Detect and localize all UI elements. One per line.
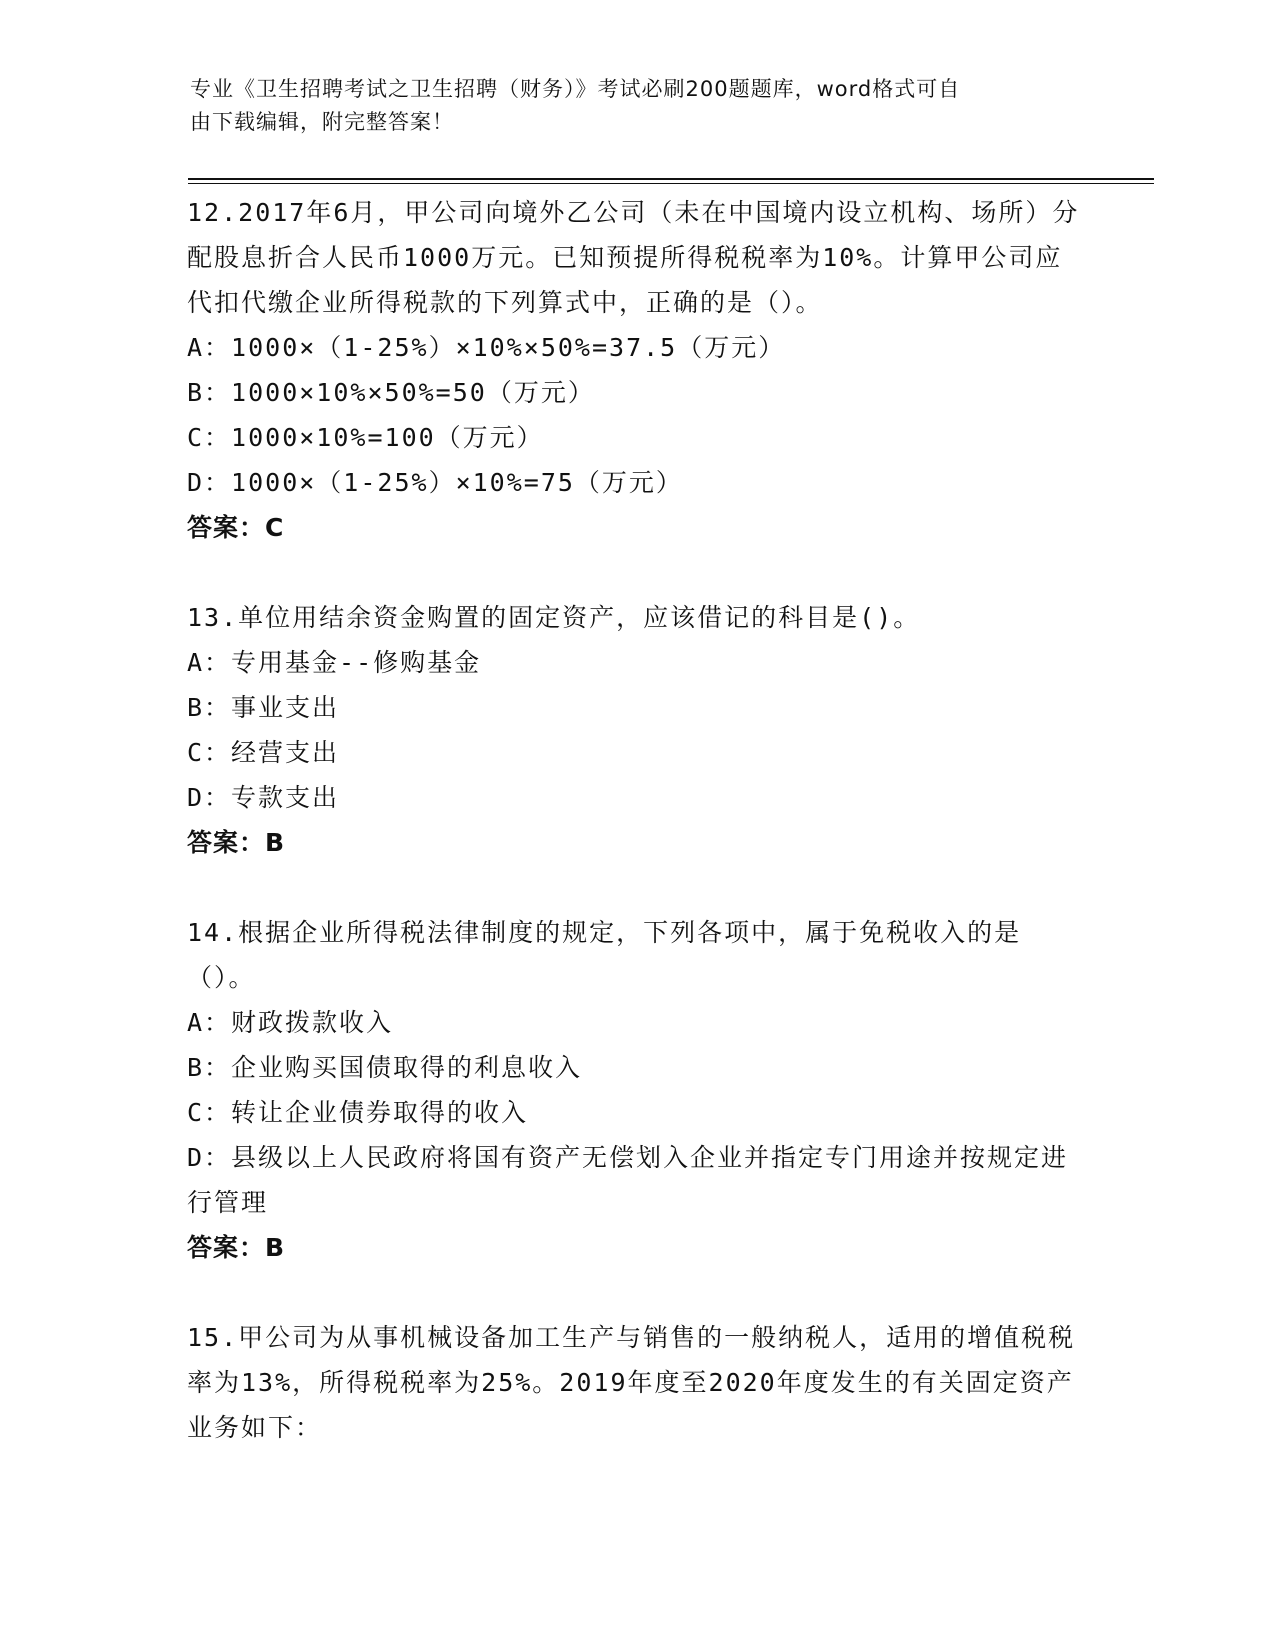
answer-label: 答案：B xyxy=(187,1233,286,1262)
header-line-2: 由下载编辑，附完整答案！ xyxy=(190,110,454,134)
question-stem: 15.甲公司为从事机械设备加工生产与销售的一般纳税人，适用的增值税税率为13%，所得税税率为25%。2019年度至2020年度发生的有关固定资产业务如下： xyxy=(187,1323,1076,1442)
answer-label: 答案：C xyxy=(187,513,285,542)
question-13 xyxy=(187,595,1087,865)
option-d: D：专款支出 xyxy=(187,783,340,812)
header-divider-thick xyxy=(188,178,1154,180)
option-a: A：1000×（1-25%）×10%×50%=37.5（万元） xyxy=(187,333,786,362)
question-stem: 14.根据企业所得税法律制度的规定，下列各项中，属于免税收入的是（）。 xyxy=(187,918,1022,992)
option-b: B：1000×10%×50%=50（万元） xyxy=(187,378,595,407)
option-a: A：专用基金--修购基金 xyxy=(187,648,482,677)
option-a: A：财政拨款收入 xyxy=(187,1008,394,1037)
option-b: B：事业支出 xyxy=(187,693,340,722)
question-15 xyxy=(187,1315,1087,1450)
option-d: D：1000×（1-25%）×10%=75（万元） xyxy=(187,468,683,497)
option-b: B：企业购买国债取得的利息收入 xyxy=(187,1053,583,1082)
option-d: D：县级以上人民政府将国有资产无偿划入企业并指定专门用途并按规定进行管理 xyxy=(187,1143,1069,1217)
option-c: C：转让企业债券取得的收入 xyxy=(187,1098,529,1127)
question-14 xyxy=(187,910,1087,1270)
question-12 xyxy=(187,190,1087,550)
question-stem: 12.2017年6月，甲公司向境外乙公司（未在中国境内设立机构、场所）分配股息折合人民币1000万元。已知预提所得税税率为10%。计算甲公司应代扣代缴企业所得税款的下列算式中，正确的是（）。 xyxy=(187,198,1080,317)
header-line-1: 专业《卫生招聘考试之卫生招聘（财务）》考试必刷200题题库，word格式可自 xyxy=(190,77,961,101)
option-c: C：经营支出 xyxy=(187,738,340,767)
header-divider-thin xyxy=(188,183,1154,184)
answer-label: 答案：B xyxy=(187,828,286,857)
option-c: C：1000×10%=100（万元） xyxy=(187,423,544,452)
question-list xyxy=(187,190,1087,1450)
document-header xyxy=(190,73,1070,139)
question-stem: 13.单位用结余资金购置的固定资产，应该借记的科目是()。 xyxy=(187,603,921,632)
